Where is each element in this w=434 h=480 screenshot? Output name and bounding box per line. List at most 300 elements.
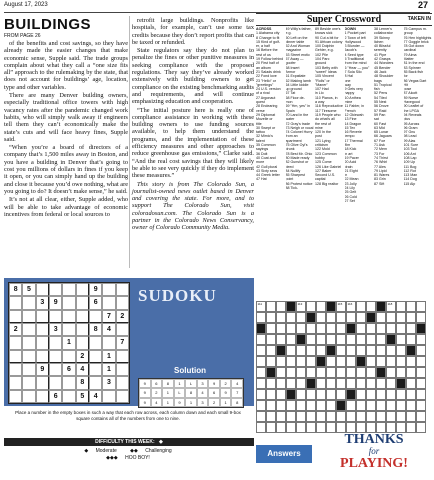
grid-cell[interactable] [326, 400, 336, 411]
sudoku-cell[interactable] [102, 296, 115, 309]
grid-cell[interactable] [326, 367, 336, 378]
grid-cell[interactable] [346, 312, 356, 323]
sudoku-cell[interactable] [116, 283, 129, 296]
sudoku-cell[interactable] [76, 336, 89, 349]
grid-cell[interactable] [376, 389, 386, 400]
sudoku-cell[interactable]: 3 [36, 296, 49, 309]
grid-cell[interactable] [386, 345, 396, 356]
grid-cell[interactable] [396, 312, 406, 323]
grid-cell[interactable] [326, 356, 336, 367]
sudoku-cell[interactable]: 9 [49, 296, 62, 309]
grid-cell[interactable] [296, 345, 306, 356]
sudoku-cell[interactable] [102, 283, 115, 296]
sudoku-cell[interactable] [9, 363, 22, 376]
grid-cell[interactable] [306, 323, 316, 334]
sudoku-cell[interactable] [36, 350, 49, 363]
grid-cell[interactable] [296, 411, 306, 422]
solution-cell: 9 [174, 398, 186, 407]
sudoku-cell[interactable] [9, 296, 22, 309]
issue-date: August 17, 2023 [4, 2, 48, 8]
sudoku-cell[interactable]: 9 [36, 363, 49, 376]
grid-cell[interactable] [416, 389, 426, 400]
grid-cell[interactable] [256, 334, 266, 345]
clue-column [404, 27, 433, 307]
sudoku-cell[interactable]: 1 [102, 363, 115, 376]
clue-line: 72 Mem [374, 147, 387, 152]
clue-line: 50 Left on the [285, 35, 308, 40]
grid-cell[interactable] [356, 378, 366, 389]
grid-cell[interactable] [256, 345, 266, 356]
grid-cell[interactable]: 116 [346, 301, 356, 312]
grid-cell[interactable] [346, 411, 356, 422]
sudoku-cell[interactable]: 6 [49, 390, 62, 403]
sudoku-cell[interactable] [116, 390, 129, 403]
grid-cell[interactable] [306, 345, 316, 356]
grid-cell[interactable] [276, 334, 286, 345]
clue-line: 53 Street erotic [285, 52, 310, 57]
sudoku-cell[interactable] [89, 336, 102, 349]
clue-line: 89 Beside one's [315, 27, 341, 31]
grid-cell[interactable] [306, 411, 316, 422]
grid-cell[interactable] [356, 389, 366, 400]
grid-cell[interactable]: 113 [296, 301, 306, 312]
grid-cell[interactable] [266, 378, 276, 389]
grid-cell[interactable] [336, 323, 346, 334]
grid-cell[interactable] [356, 367, 366, 378]
grid-block [326, 345, 336, 356]
grid-cell[interactable] [326, 312, 336, 323]
sudoku-cell[interactable]: 1 [62, 336, 75, 349]
sudoku-cell[interactable] [62, 310, 75, 323]
grid-cell[interactable] [416, 356, 426, 367]
grid-cell[interactable] [296, 367, 306, 378]
grid-cell[interactable] [366, 345, 376, 356]
grid-cell[interactable] [306, 301, 316, 312]
sudoku-cell[interactable] [89, 310, 102, 323]
clue-column [315, 27, 344, 307]
grid-cell[interactable] [366, 334, 376, 345]
grid-cell[interactable] [416, 334, 426, 345]
grid-cell[interactable] [366, 367, 376, 378]
diamond-icon: ◆◆◆ [106, 455, 118, 461]
grid-cell[interactable] [396, 389, 406, 400]
grid-cell[interactable] [406, 334, 416, 345]
grid-cell[interactable] [276, 389, 286, 400]
grid-cell[interactable] [296, 312, 306, 323]
grid-cell[interactable] [366, 389, 376, 400]
grid-cell[interactable] [296, 323, 306, 334]
grid-cell[interactable] [356, 312, 366, 323]
sudoku-cell[interactable] [62, 376, 75, 389]
grid-cell[interactable] [356, 411, 366, 422]
sudoku-cell[interactable]: 5 [76, 390, 89, 403]
grid-cell[interactable] [396, 411, 406, 422]
grid-cell[interactable] [286, 378, 296, 389]
sudoku-cell[interactable] [9, 390, 22, 403]
grid-cell[interactable] [376, 334, 386, 345]
grid-cell[interactable] [316, 301, 326, 312]
grid-cell[interactable] [416, 411, 426, 422]
sudoku-cell[interactable] [22, 390, 35, 403]
grid-cell[interactable] [296, 422, 306, 433]
grid-cell[interactable] [386, 400, 396, 411]
sudoku-cell[interactable] [36, 336, 49, 349]
grid-cell[interactable] [326, 411, 336, 422]
grid-cell[interactable] [336, 378, 346, 389]
sudoku-cell[interactable]: 5 [22, 283, 35, 296]
grid-cell[interactable] [286, 356, 296, 367]
grid-cell[interactable] [376, 312, 386, 323]
sudoku-cell[interactable]: 6 [62, 363, 75, 376]
sudoku-cell[interactable] [36, 310, 49, 323]
grid-cell[interactable] [406, 400, 416, 411]
grid-cell[interactable] [266, 345, 276, 356]
clue-line: mine [344, 100, 353, 105]
article-paragraph: of the benefits and cost savings, so they have already made the easier changes that make economic sense, Supple said. The trade groups complain about what they call a “one size fits all” approach to the rulemaking by the state, that does not account for buildings’ age, location, type and other variables. [4, 40, 128, 91]
grid-cell[interactable] [396, 367, 406, 378]
grid-cell[interactable] [366, 400, 376, 411]
sudoku-cell[interactable] [116, 363, 129, 376]
sudoku-cell[interactable] [49, 336, 62, 349]
grid-cell[interactable] [276, 323, 286, 334]
grid-cell[interactable] [406, 301, 416, 312]
grid-cell[interactable] [356, 334, 366, 345]
sudoku-instructions: Place a number in the empty boxes in such a way that each row across, each column down and each small 9-box square contains all of the numbers from one to nine. [15, 410, 241, 421]
sudoku-cell[interactable]: 9 [89, 283, 102, 296]
grid-cell[interactable] [316, 323, 326, 334]
grid-cell[interactable] [366, 378, 376, 389]
sudoku-cell[interactable] [22, 376, 35, 389]
sudoku-cell[interactable] [89, 363, 102, 376]
sudoku-cell[interactable] [49, 310, 62, 323]
sudoku-cell[interactable] [62, 296, 75, 309]
sudoku-grid[interactable] [8, 282, 130, 404]
sudoku-cell[interactable]: 6 [89, 296, 102, 309]
grid-cell[interactable]: 118 [386, 301, 396, 312]
grid-cell[interactable] [326, 378, 336, 389]
grid-cell[interactable] [266, 400, 276, 411]
sudoku-cell[interactable]: 3 [102, 376, 115, 389]
grid-row [256, 411, 432, 422]
sudoku-cell[interactable] [22, 310, 35, 323]
grid-cell[interactable] [306, 367, 316, 378]
solution-cell: L [174, 388, 186, 397]
grid-cell[interactable] [316, 411, 326, 422]
clue-line: 94 Reveals [403, 112, 422, 117]
grid-cell[interactable] [286, 367, 296, 378]
sudoku-cell[interactable]: 3 [49, 323, 62, 336]
grid-cell[interactable] [286, 422, 296, 433]
sudoku-cell[interactable]: 1 [102, 350, 115, 363]
sudoku-cell[interactable] [76, 283, 89, 296]
grid-cell[interactable] [416, 301, 426, 312]
sudoku-cell[interactable] [36, 283, 49, 296]
grid-cell[interactable] [266, 422, 276, 433]
clue-line: Spain [285, 108, 295, 113]
grid-cell[interactable] [266, 411, 276, 422]
sudoku-cell[interactable] [49, 376, 62, 389]
clue-line: fish [374, 87, 380, 92]
clue-line: Jacob's [344, 48, 357, 53]
sudoku-cell[interactable] [62, 283, 75, 296]
clue-line: 2 Town of left [344, 35, 366, 40]
grid-block [376, 301, 386, 312]
sudoku-cell[interactable] [102, 336, 115, 349]
grid-cell[interactable] [416, 345, 426, 356]
grid-cell[interactable] [286, 323, 296, 334]
clue-line: 108 Lap [403, 155, 417, 160]
sudoku-cell[interactable] [49, 363, 62, 376]
grid-cell[interactable] [336, 312, 346, 323]
crossword-title: Super Crossword [306, 14, 382, 25]
clue-line: 128 Big realtor [315, 181, 339, 186]
grid-cell[interactable] [386, 411, 396, 422]
sudoku-cell[interactable] [9, 336, 22, 349]
sudoku-cell[interactable] [116, 376, 129, 389]
grid-cell[interactable] [256, 400, 266, 411]
grid-cell[interactable] [276, 378, 286, 389]
grid-cell[interactable] [336, 367, 346, 378]
grid-cell[interactable] [396, 400, 406, 411]
grid-cell[interactable] [416, 378, 426, 389]
grid-cell[interactable] [406, 389, 416, 400]
grid-cell[interactable] [366, 301, 376, 312]
grid-cell[interactable] [266, 312, 276, 323]
grid-cell[interactable] [256, 312, 266, 323]
grid-cell[interactable] [346, 356, 356, 367]
clue-line: 90 Cut a bit for [315, 35, 339, 40]
grid-cell[interactable] [276, 356, 286, 367]
sudoku-cell[interactable] [22, 336, 35, 349]
grid-cell[interactable] [316, 389, 326, 400]
clue-line: 14 Dragon [344, 121, 362, 126]
grid-cell[interactable] [346, 378, 356, 389]
grid-cell[interactable] [396, 323, 406, 334]
grid-cell[interactable] [336, 334, 346, 345]
clue-line: 32 Mimic's [256, 134, 273, 139]
sudoku-cell[interactable]: 7 [116, 336, 129, 349]
grid-cell[interactable] [416, 367, 426, 378]
grid-cell[interactable] [386, 378, 396, 389]
grid-cell[interactable] [376, 400, 386, 411]
grid-block [386, 334, 396, 345]
sudoku-cell[interactable] [76, 310, 89, 323]
grid-cell[interactable] [316, 378, 326, 389]
sudoku-cell[interactable]: 4 [76, 363, 89, 376]
grid-cell[interactable] [316, 345, 326, 356]
grid-cell[interactable] [396, 334, 406, 345]
grid-cell[interactable] [336, 389, 346, 400]
grid-cell[interactable] [256, 367, 266, 378]
sudoku-cell[interactable]: 2 [9, 323, 22, 336]
sudoku-cell[interactable] [36, 390, 49, 403]
grid-cell[interactable] [326, 334, 336, 345]
grid-cell[interactable] [396, 356, 406, 367]
grid-cell[interactable] [286, 400, 296, 411]
sudoku-cell[interactable] [49, 283, 62, 296]
grid-cell[interactable] [346, 367, 356, 378]
grid-cell[interactable] [336, 411, 346, 422]
sudoku-cell[interactable] [22, 350, 35, 363]
grid-cell[interactable] [416, 312, 426, 323]
grid-cell[interactable] [406, 323, 416, 334]
grid-cell[interactable] [306, 356, 316, 367]
grid-cell[interactable] [356, 323, 366, 334]
grid-cell[interactable] [376, 356, 386, 367]
sudoku-cell[interactable] [62, 350, 75, 363]
grid-cell[interactable] [356, 301, 366, 312]
grid-cell[interactable] [376, 411, 386, 422]
grid-cell[interactable] [316, 312, 326, 323]
grid-cell[interactable] [316, 334, 326, 345]
grid-cell[interactable] [406, 312, 416, 323]
grid-cell[interactable] [256, 356, 266, 367]
grid-cell[interactable] [386, 312, 396, 323]
sudoku-cell[interactable] [116, 323, 129, 336]
clue-line: 73 Neigh or vocal [285, 125, 314, 130]
grid-cell[interactable] [306, 400, 316, 411]
grid-cell[interactable]: 111 [256, 301, 266, 312]
grid-cell[interactable] [336, 345, 346, 356]
grid-cell[interactable] [346, 334, 356, 345]
sudoku-cell[interactable] [9, 350, 22, 363]
grid-cell[interactable] [386, 323, 396, 334]
grid-cell[interactable] [266, 301, 276, 312]
grid-cell[interactable] [266, 356, 276, 367]
sudoku-cell[interactable] [116, 296, 129, 309]
solution-cell: L [185, 379, 197, 388]
sudoku-cell[interactable] [76, 296, 89, 309]
grid-cell[interactable] [276, 301, 286, 312]
article-paragraph: It’s not at all clear, either, Supple added, who will be able to take advantage of economic incentives from federal or local sources to [4, 196, 128, 218]
grid-cell[interactable] [276, 312, 286, 323]
crossword-header [256, 13, 432, 26]
sudoku-cell[interactable] [36, 376, 49, 389]
grid-cell[interactable] [286, 411, 296, 422]
grid-cell[interactable] [296, 356, 306, 367]
clue-line: in art [344, 151, 353, 156]
grid-cell[interactable] [286, 345, 296, 356]
grid-cell[interactable] [306, 422, 316, 433]
grid-row [256, 400, 432, 411]
grid-cell[interactable]: 115 [336, 301, 346, 312]
grid-cell[interactable] [256, 422, 266, 433]
grid-cell[interactable] [276, 422, 286, 433]
grid-cell[interactable] [276, 411, 286, 422]
grid-cell[interactable] [296, 378, 306, 389]
grid-cell[interactable] [326, 323, 336, 334]
grid-cell[interactable] [326, 389, 336, 400]
grid-cell[interactable] [276, 400, 286, 411]
clue-line: from an [285, 134, 298, 139]
sudoku-cell[interactable] [9, 310, 22, 323]
grid-cell[interactable] [366, 411, 376, 422]
sudoku-cell[interactable] [116, 350, 129, 363]
grid-cell[interactable] [396, 345, 406, 356]
clue-line: drain [344, 164, 353, 169]
grid-cell[interactable] [286, 334, 296, 345]
clue-line: 41 Pipe [374, 52, 387, 57]
clue-line: 13 Fine [344, 117, 357, 122]
grid-cell[interactable] [376, 378, 386, 389]
grid-cell[interactable] [256, 389, 266, 400]
sudoku-cell[interactable] [89, 376, 102, 389]
grid-cell[interactable] [406, 411, 416, 422]
grid-cell[interactable] [266, 323, 276, 334]
grid-cell[interactable] [256, 378, 266, 389]
grid-cell[interactable] [296, 389, 306, 400]
grid-cell[interactable] [256, 411, 266, 422]
grid-cell[interactable] [376, 345, 386, 356]
sudoku-cell[interactable] [9, 376, 22, 389]
sudoku-cell[interactable] [89, 350, 102, 363]
grid-cell[interactable] [386, 356, 396, 367]
grid-cell[interactable] [406, 356, 416, 367]
grid-cell[interactable] [386, 389, 396, 400]
grid-cell[interactable] [356, 345, 366, 356]
grid-cell[interactable] [276, 367, 286, 378]
sudoku-cell[interactable]: 7 [102, 310, 115, 323]
grid-cell[interactable] [306, 389, 316, 400]
sudoku-cell[interactable] [102, 390, 115, 403]
sudoku-cell[interactable]: 2 [116, 310, 129, 323]
grid-cell[interactable] [406, 378, 416, 389]
sudoku-cell[interactable]: 8 [89, 323, 102, 336]
sudoku-cell[interactable] [22, 323, 35, 336]
grid-cell[interactable] [266, 389, 276, 400]
grid-cell[interactable] [346, 400, 356, 411]
grid-cell[interactable] [316, 400, 326, 411]
clue-line: dinner table [285, 39, 305, 44]
grid-cell[interactable] [366, 356, 376, 367]
clue-line: an album [256, 65, 271, 70]
sudoku-cell[interactable]: 2 [76, 350, 89, 363]
grid-cell[interactable] [406, 367, 416, 378]
clue-line: 38 Lerner's [374, 27, 392, 31]
clue-line: 7 Sola Silo [344, 69, 362, 74]
level-challenging [127, 448, 175, 454]
grid-cell[interactable] [306, 334, 316, 345]
sudoku-cell[interactable] [62, 323, 75, 336]
sudoku-cell[interactable]: 4 [102, 323, 115, 336]
sudoku-cell[interactable] [22, 363, 35, 376]
sudoku-cell[interactable]: 4 [89, 390, 102, 403]
grid-cell[interactable] [336, 356, 346, 367]
grid-cell[interactable] [416, 400, 426, 411]
difficulty-label: DIFFICULTY THIS WEEK: [95, 439, 155, 445]
sudoku-cell[interactable]: 8 [9, 283, 22, 296]
grid-cell[interactable] [266, 334, 276, 345]
grid-cell[interactable] [286, 312, 296, 323]
clue-line: 79 Lipid [374, 168, 387, 173]
clue-line: 42 Gull plural [256, 164, 278, 169]
sudoku-cell[interactable] [62, 390, 75, 403]
clue-line: "greetings" [256, 82, 274, 87]
grid-cell[interactable] [386, 367, 396, 378]
sudoku-cell[interactable] [49, 350, 62, 363]
grid-cell[interactable] [346, 345, 356, 356]
grid-cell[interactable] [316, 367, 326, 378]
grid-cell[interactable] [396, 301, 406, 312]
sudoku-cell[interactable]: 8 [76, 376, 89, 389]
grid-cell[interactable] [296, 400, 306, 411]
sudoku-cell[interactable] [22, 296, 35, 309]
sudoku-cell[interactable] [76, 323, 89, 336]
sudoku-cell[interactable] [36, 323, 49, 336]
grid-cell[interactable] [376, 323, 386, 334]
grid-cell[interactable] [366, 323, 376, 334]
grid-cell[interactable] [356, 400, 366, 411]
